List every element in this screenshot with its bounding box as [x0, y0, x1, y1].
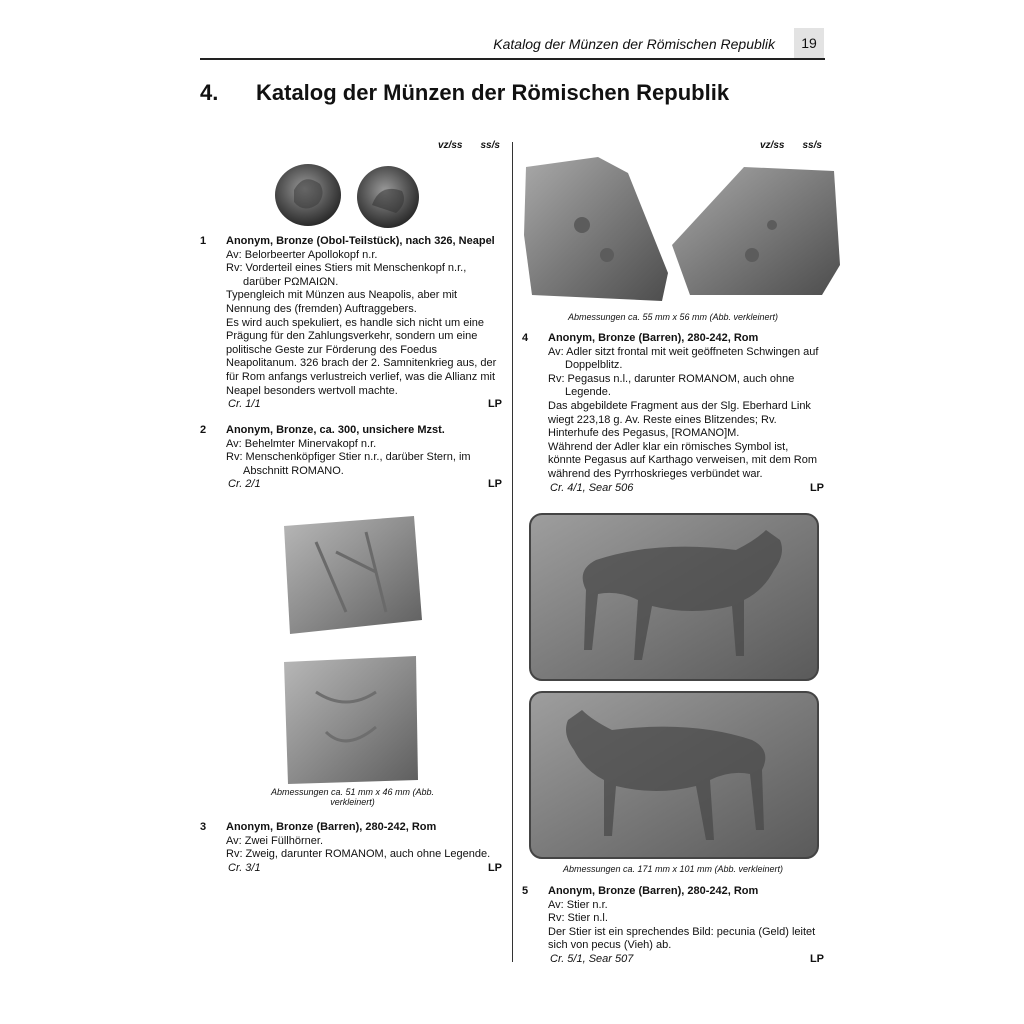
- entry-reverse: Rv: Pegasus n.l., darunter ROMANOM, auch ohne Legende.: [548, 372, 795, 399]
- bar-obverse: [284, 516, 422, 634]
- header-rule: [200, 58, 825, 60]
- entry-grade: LP: [487, 398, 502, 411]
- entry-reverse: Rv: Vorderteil eines Stiers mit Menschenkopf n.r., darüber ΡΩΜΑΙΩΝ.: [226, 262, 467, 288]
- entry-number: 4: [522, 332, 529, 344]
- grade-label: vz/ss: [438, 140, 463, 151]
- entry-reference: Cr. 5/1, Sear 507: [550, 952, 634, 965]
- entry-reverse: Rv: Zweig, darunter ROMANOM, auch ohne Legende.: [226, 848, 491, 861]
- entry-reverse: Rv: Stier n.l.: [548, 912, 608, 925]
- entry-reference: Cr. 1/1: [228, 398, 261, 411]
- running-title: Katalog der Münzen der Römischen Republik: [493, 36, 775, 52]
- chapter-title: Katalog der Münzen der Römischen Republik: [256, 80, 730, 105]
- catalog-entry-5: [522, 885, 824, 967]
- entry-obverse: Av: Behelmter Minervakopf n.r.: [226, 437, 377, 450]
- entry-reverse: Rv: Menschenköpfiger Stier n.r., darüber Stern, im Abschnitt ROMANO.: [226, 451, 471, 477]
- entry-reference-row: [226, 862, 502, 876]
- image-caption-4: Abmessungen ca. 55 mm x 56 mm (Abb. verkleinert): [567, 312, 779, 322]
- entry-reference-row: [226, 398, 502, 412]
- entry-obverse: Av: Adler sitzt frontal mit weit geöffneten Schwingen auf Doppelblitz.: [548, 345, 819, 372]
- entry-note: Typengleich mit Münzen aus Neapolis, aber mit Nennung des (fremden) Auftraggebers.: [226, 289, 458, 315]
- entry-number: 3: [200, 821, 207, 833]
- column-divider: [512, 142, 513, 962]
- entry-title: Anonym, Bronze (Obol-Teilstück), nach 326, Neapel: [226, 235, 495, 247]
- grade-labels-right: [742, 140, 822, 151]
- chapter-number: 4.: [200, 80, 219, 105]
- catalog-entry-1: [200, 235, 502, 412]
- entry-obverse: Av: Belorbeerter Apollokopf n.r.: [226, 248, 378, 261]
- bar-4-images: [522, 155, 844, 305]
- entry-reference: Cr. 2/1: [228, 478, 261, 491]
- fragment-obverse: [524, 157, 668, 301]
- entry-grade: LP: [809, 952, 824, 965]
- entry-obverse: Av: Zwei Füllhörner.: [226, 834, 324, 847]
- entry-reference-row: [548, 482, 824, 496]
- coin-1-image: [272, 160, 432, 230]
- image-caption-5: Abmessungen ca. 171 mm x 101 mm (Abb. verkleinert): [562, 864, 784, 874]
- entry-note: Während der Adler klar ein römisches Symbol ist, könnte Pegasus auf Karthago verweisen, mit dem Rom während des Pyrrhoskrieges verbündet war.: [548, 440, 818, 480]
- bar-3-images: [276, 512, 426, 792]
- page-number: 19: [794, 28, 824, 58]
- chapter-heading: [200, 80, 729, 106]
- bar-reverse: [284, 656, 418, 784]
- entry-number: 2: [200, 424, 207, 436]
- entry-note: Das abgebildete Fragment aus der Slg. Eberhard Link wiegt 223,18 g. Av. Reste eines Blitzendes; Rv. Hinterhufe des Pegasus, [ROMANO]M.: [548, 399, 811, 440]
- bar-5-images: [526, 510, 822, 862]
- entry-number: 5: [522, 885, 529, 897]
- fragment-reverse: [672, 167, 840, 295]
- entry-title: Anonym, Bronze (Barren), 280-242, Rom: [548, 332, 759, 344]
- entry-note: Es wird auch spekuliert, es handle sich nicht um eine Prägung für den Zahlungsverkehr, sondern um eine politische Geste zur Förderung des Foedus Neapolitanum. 326 brach der 2. Samnitenkrieg aus, der für Rom anfangs verlustreich verlief, was die Allianz mit Neapel besonders wertvoll machte.: [226, 316, 497, 397]
- entry-obverse: Av: Stier n.r.: [548, 898, 608, 911]
- entry-grade: LP: [809, 481, 824, 494]
- entry-number: 1: [200, 235, 207, 247]
- grade-label: vz/ss: [760, 140, 785, 151]
- grade-label: ss/s: [480, 140, 500, 151]
- entry-note: Der Stier ist ein sprechendes Bild: pecunia (Geld) leitet sich von pecus (Vieh) ab.: [548, 925, 816, 952]
- grade-labels-left: [420, 140, 500, 151]
- image-caption-3: Abmessungen ca. 51 mm x 46 mm (Abb. verkleinert): [270, 787, 435, 807]
- entry-reference-row: [226, 478, 502, 492]
- entry-title: Anonym, Bronze, ca. 300, unsichere Mzst.: [226, 424, 445, 436]
- entry-reference-row: [548, 953, 824, 967]
- catalog-entry-2: [200, 424, 502, 492]
- entry-reference: Cr. 3/1: [228, 861, 261, 874]
- grade-label: ss/s: [802, 140, 822, 151]
- entry-grade: LP: [487, 861, 502, 874]
- catalog-entry-4: [522, 332, 824, 495]
- catalog-entry-3: [200, 821, 502, 875]
- entry-title: Anonym, Bronze (Barren), 280-242, Rom: [548, 885, 759, 897]
- entry-reference: Cr. 4/1, Sear 506: [550, 481, 634, 494]
- entry-grade: LP: [487, 478, 502, 491]
- entry-title: Anonym, Bronze (Barren), 280-242, Rom: [226, 821, 437, 833]
